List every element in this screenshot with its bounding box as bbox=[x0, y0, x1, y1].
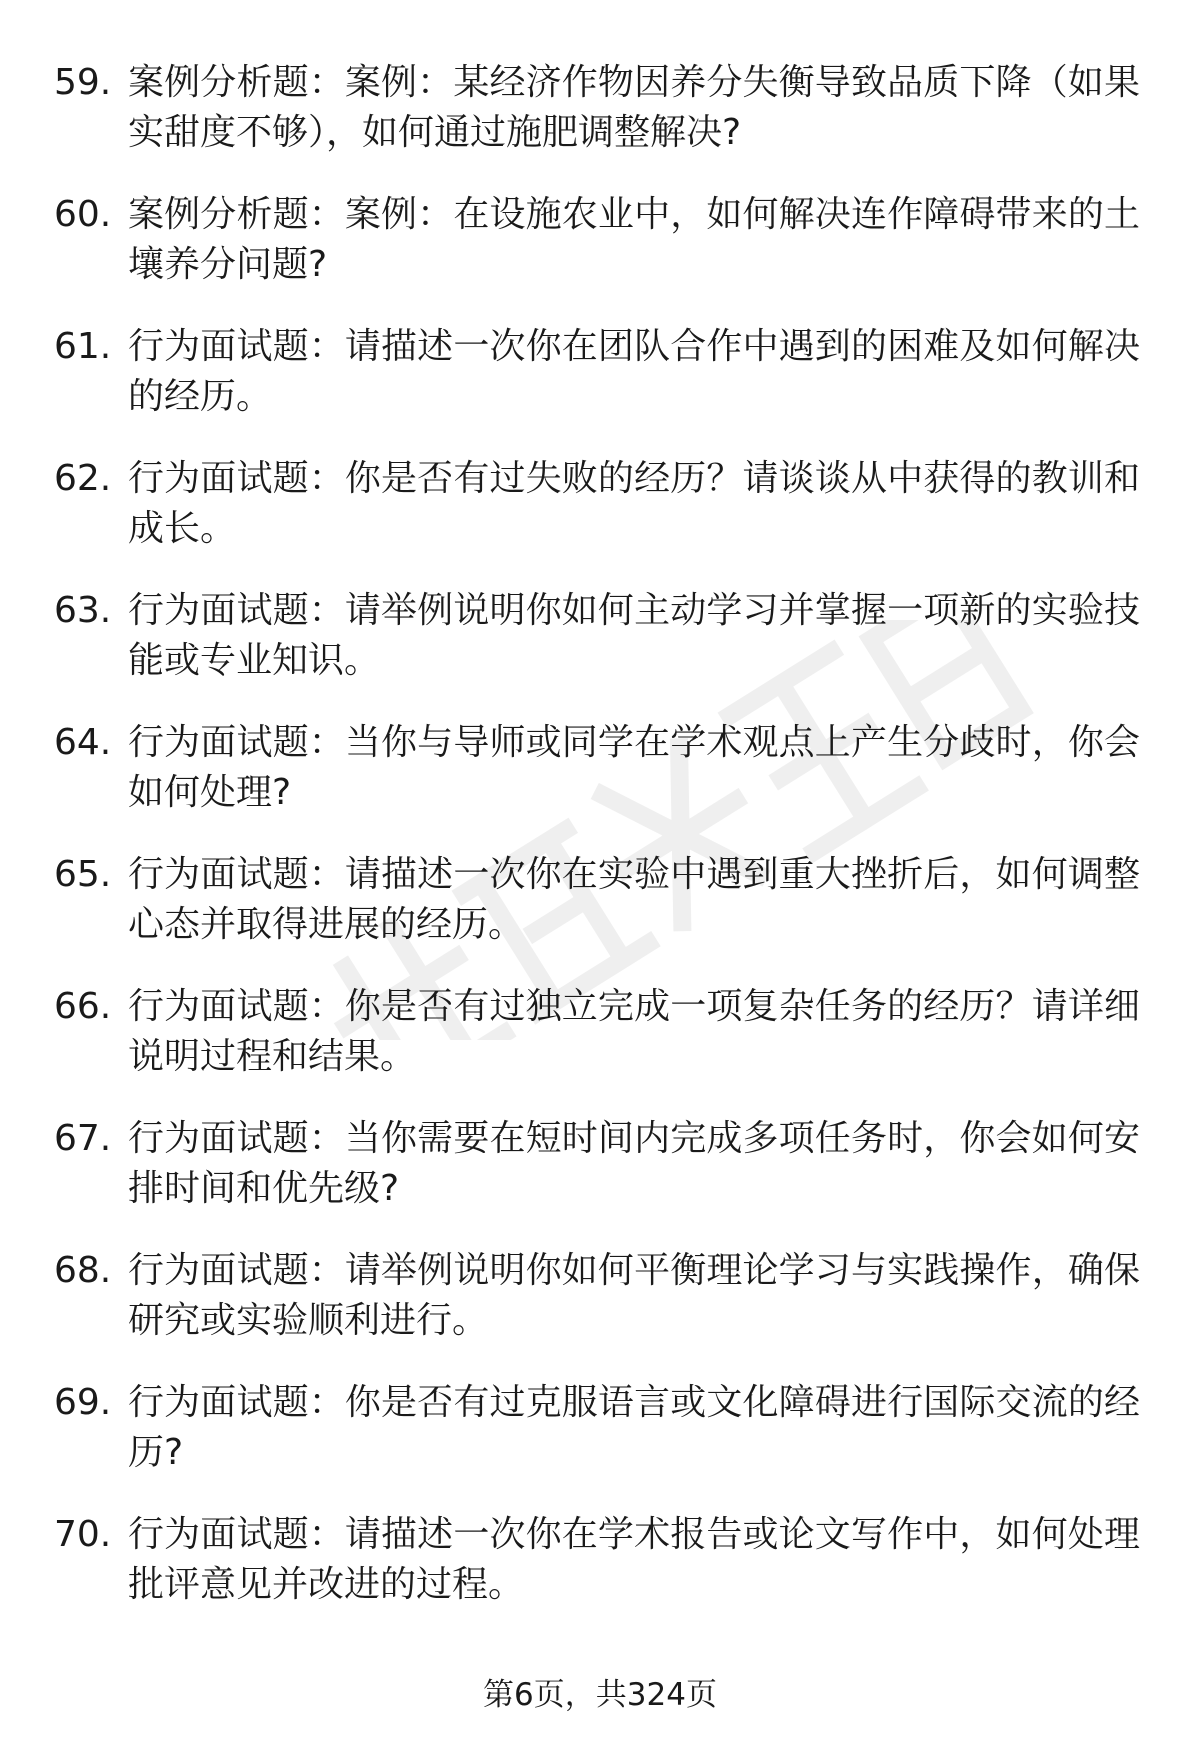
question-number: 59. bbox=[54, 62, 112, 103]
list-item bbox=[0, 1378, 1200, 1510]
list-item bbox=[0, 1246, 1200, 1378]
question-number: 70. bbox=[54, 1514, 112, 1555]
question-text: 行为面试题：当你需要在短时间内完成多项任务时，你会如何安排时间和优先级? bbox=[128, 1118, 1140, 1209]
question-list bbox=[0, 58, 1200, 1642]
question-number: 66. bbox=[54, 986, 112, 1027]
page-number-footer: 第6页，共324页 bbox=[483, 1677, 717, 1713]
list-item bbox=[0, 454, 1200, 586]
question-text: 行为面试题：你是否有过克服语言或文化障碍进行国际交流的经历? bbox=[128, 1382, 1140, 1473]
question-number: 69. bbox=[54, 1382, 112, 1423]
question-number: 62. bbox=[54, 458, 112, 499]
list-item bbox=[0, 58, 1200, 190]
question-number: 65. bbox=[54, 854, 112, 895]
question-text: 行为面试题：你是否有过独立完成一项复杂任务的经历？请详细说明过程和结果。 bbox=[128, 986, 1140, 1077]
list-item bbox=[0, 850, 1200, 982]
list-item bbox=[0, 586, 1200, 718]
question-number: 67. bbox=[54, 1118, 112, 1159]
list-item bbox=[0, 1510, 1200, 1642]
question-number: 60. bbox=[54, 194, 112, 235]
list-item bbox=[0, 718, 1200, 850]
question-number: 61. bbox=[54, 326, 112, 367]
list-item bbox=[0, 982, 1200, 1114]
question-text: 行为面试题：请描述一次你在学术报告或论文写作中，如何处理批评意见并改进的过程。 bbox=[128, 1514, 1140, 1605]
list-item bbox=[0, 1114, 1200, 1246]
question-text: 行为面试题：请举例说明你如何主动学习并掌握一项新的实验技能或专业知识。 bbox=[128, 590, 1140, 681]
question-number: 63. bbox=[54, 590, 112, 631]
question-text: 行为面试题：请描述一次你在团队合作中遇到的困难及如何解决的经历。 bbox=[128, 326, 1140, 417]
question-text: 行为面试题：请描述一次你在实验中遇到重大挫折后，如何调整心态并取得进展的经历。 bbox=[128, 854, 1140, 945]
list-item bbox=[0, 190, 1200, 322]
question-text: 案例分析题：案例：在设施农业中，如何解决连作障碍带来的土壤养分问题? bbox=[128, 194, 1140, 285]
question-text: 行为面试题：当你与导师或同学在学术观点上产生分歧时，你会如何处理? bbox=[128, 722, 1140, 813]
question-text: 案例分析题：案例：某经济作物因养分失衡导致品质下降（如果实甜度不够），如何通过施肥调整解决? bbox=[128, 62, 1140, 153]
question-number: 68. bbox=[54, 1250, 112, 1291]
question-text: 行为面试题：你是否有过失败的经历？请谈谈从中获得的教训和成长。 bbox=[128, 458, 1140, 549]
question-number: 64. bbox=[54, 722, 112, 763]
list-item bbox=[0, 322, 1200, 454]
question-text: 行为面试题：请举例说明你如何平衡理论学习与实践操作，确保研究或实验顺利进行。 bbox=[128, 1250, 1140, 1341]
